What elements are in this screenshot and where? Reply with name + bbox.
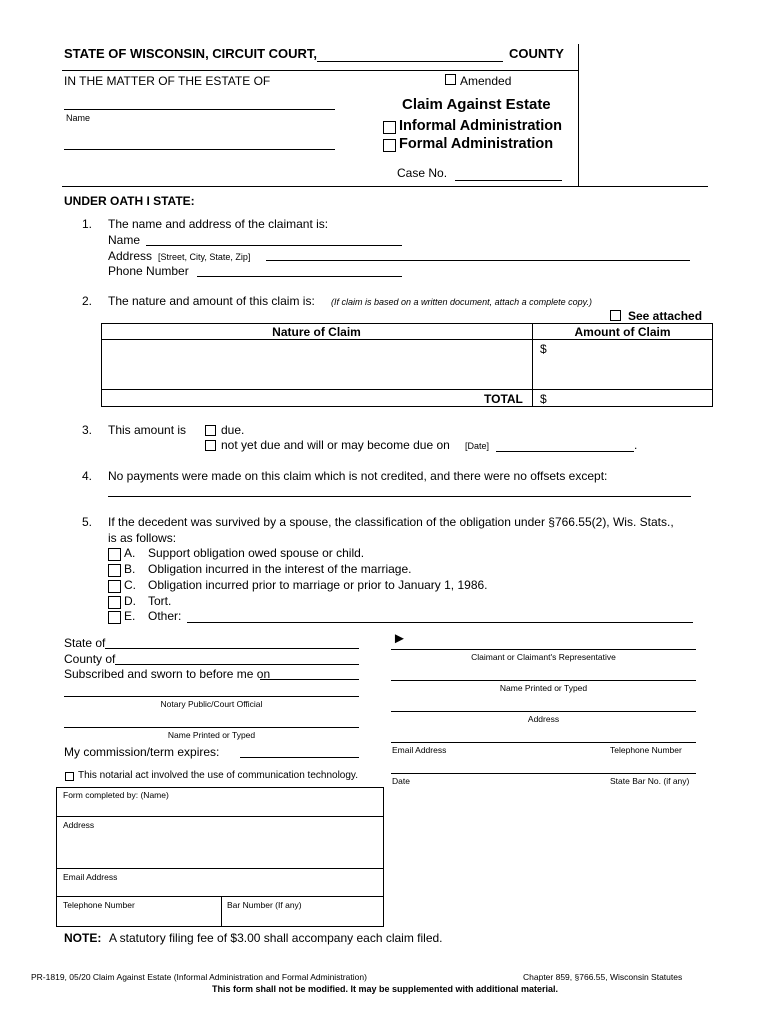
claim-table-total-rule [101,389,713,390]
tech-checkbox[interactable] [65,772,74,781]
tech-label: This notarial act involved the use of communication technology. [78,770,358,781]
county-label: COUNTY [509,46,564,61]
item5-number: 5. [82,515,93,529]
signature-arrow-icon: ► [392,630,407,647]
header-rule [62,70,578,71]
decedent-name-line[interactable] [64,109,335,110]
total-label: TOTAL [484,392,523,406]
header-divider [578,44,579,186]
claimant-name-label: Name [108,233,141,247]
not-due-checkbox[interactable] [205,440,216,451]
notary-official-caption: Notary Public/Court Official [160,699,263,709]
not-due-label: not yet due and will or may become due on [221,438,450,452]
nature-header: Nature of Claim [272,325,361,339]
informal-checkbox[interactable] [383,121,396,134]
due-date-field[interactable] [496,451,634,452]
signer-address-line[interactable] [391,711,696,712]
signer-bar-caption: State Bar No. (if any) [610,776,690,786]
offsets-field[interactable] [108,496,691,497]
signer-email-caption: Email Address [392,745,447,755]
county-field[interactable] [317,61,503,62]
completed-by-rule-3 [56,896,384,897]
date-hint: [Date] [465,441,490,451]
option-b-label: Obligation incurred in the interest of the marriage. [148,562,412,576]
option-b-letter: B. [124,562,136,576]
subscribed-label: Subscribed and sworn to before me on [64,667,271,681]
note-text: A statutory filing fee of $3.00 shall accompany each claim filed. [109,931,443,945]
state-of-field[interactable] [105,648,359,649]
option-e-label: Other: [148,609,182,623]
item2-text: The nature and amount of this claim is: [108,294,315,308]
commission-field[interactable] [240,757,359,758]
claimant-phone-label: Phone Number [108,264,189,278]
due-period: . [634,438,638,452]
see-attached-checkbox[interactable] [610,310,621,321]
amount-header: Amount of Claim [574,325,671,339]
decedent-name-line-2[interactable] [64,149,335,150]
completed-by-telephone-label[interactable]: Telephone Number [63,900,135,910]
amended-label: Amended [460,74,512,88]
completed-by-bar-label[interactable]: Bar Number (If any) [227,900,302,910]
claimant-address-label: Address [108,249,153,263]
option-d-letter: D. [124,594,136,608]
completed-by-address-label[interactable]: Address [63,820,95,830]
option-a-letter: A. [124,546,136,560]
item3-text: This amount is [108,423,187,437]
claimant-signature-line[interactable] [391,649,696,650]
note-label: NOTE: [64,931,102,945]
formal-label: Formal Administration [399,136,554,152]
item5-text-line2: is as follows: [108,531,177,545]
option-c-letter: C. [124,578,136,592]
claimant-name-caption: Name Printed or Typed [499,683,588,693]
completed-by-name-label[interactable]: Form completed by: (Name) [63,790,169,800]
form-title: Claim Against Estate [402,96,551,113]
commission-label: My commission/term expires: [64,745,220,759]
case-no-field[interactable] [455,180,562,181]
county-of-field[interactable] [115,664,359,665]
completed-by-rule-1 [56,816,384,817]
claim-table-header-rule [101,339,713,340]
informal-label: Informal Administration [399,118,562,134]
item1-text: The name and address of the claimant is: [108,217,329,231]
option-a-label: Support obligation owed spouse or child. [148,546,365,560]
footer-notice: This form shall not be modified. It may be supplemented with additional material. [211,984,559,994]
footer-statute: Chapter 859, §766.55, Wisconsin Statutes [523,972,683,982]
item4-text: No payments were made on this claim which is not credited, and there were no offsets except: [108,469,608,483]
signer-email-phone-line[interactable] [391,742,696,743]
item4-number: 4. [82,469,93,483]
name-caption: Name [66,113,91,123]
option-c-checkbox[interactable] [108,580,121,593]
amended-checkbox[interactable] [445,74,456,85]
subscribed-date-field[interactable] [260,679,359,680]
item2-hint: (If claim is based on a written document, attach a complete copy.) [331,297,592,307]
claimant-phone-field[interactable] [197,276,402,277]
item1-number: 1. [82,217,93,231]
court-label: STATE OF WISCONSIN, CIRCUIT COURT, [64,46,318,61]
footer-form-id: PR-1819, 05/20 Claim Against Estate (Informal Administration and Formal Administration) [31,972,367,982]
option-e-letter: E. [124,609,136,623]
state-of-label: State of [64,636,106,650]
completed-by-email-label[interactable]: Email Address [63,872,118,882]
option-b-checkbox[interactable] [108,564,121,577]
oath-heading: UNDER OATH I STATE: [64,194,195,208]
notary-name-line[interactable] [64,727,359,728]
other-field[interactable] [187,622,693,623]
estate-matter-label: IN THE MATTER OF THE ESTATE OF [64,74,271,88]
total-dollar: $ [540,392,547,406]
option-d-checkbox[interactable] [108,596,121,609]
signer-date-bar-line[interactable] [391,773,696,774]
option-c-label: Obligation incurred prior to marriage or prior to January 1, 1986. [148,578,488,592]
address-hint: [Street, City, State, Zip] [158,252,251,262]
completed-by-rule-2 [56,868,384,869]
case-no-label: Case No. [397,166,448,180]
option-e-checkbox[interactable] [108,611,121,624]
signer-address-caption: Address [527,714,560,724]
claimant-name-printed-line[interactable] [391,680,696,681]
claimant-address-field[interactable] [266,260,690,261]
claimant-name-field[interactable] [146,245,402,246]
amount-dollar: $ [540,342,547,356]
item5-text-line1: If the decedent was survived by a spouse, the classification of the obligation under §766.55(2), Wis. Stats., [108,515,674,529]
item3-number: 3. [82,423,93,437]
due-label: due. [221,423,245,437]
formal-checkbox[interactable] [383,139,396,152]
item2-number: 2. [82,294,93,308]
header-bottom-rule [62,186,708,187]
completed-by-divider [221,896,222,927]
claimant-caption: Claimant or Claimant's Representative [471,652,616,662]
notary-signature-line[interactable] [64,696,359,697]
signer-date-caption: Date [392,776,410,786]
notary-name-caption: Name Printed or Typed [167,730,256,740]
option-d-label: Tort. [148,594,172,608]
see-attached-label: See attached [628,309,703,323]
option-a-checkbox[interactable] [108,548,121,561]
due-checkbox[interactable] [205,425,216,436]
county-of-label: County of [64,652,116,666]
signer-telephone-caption: Telephone Number [610,745,682,755]
